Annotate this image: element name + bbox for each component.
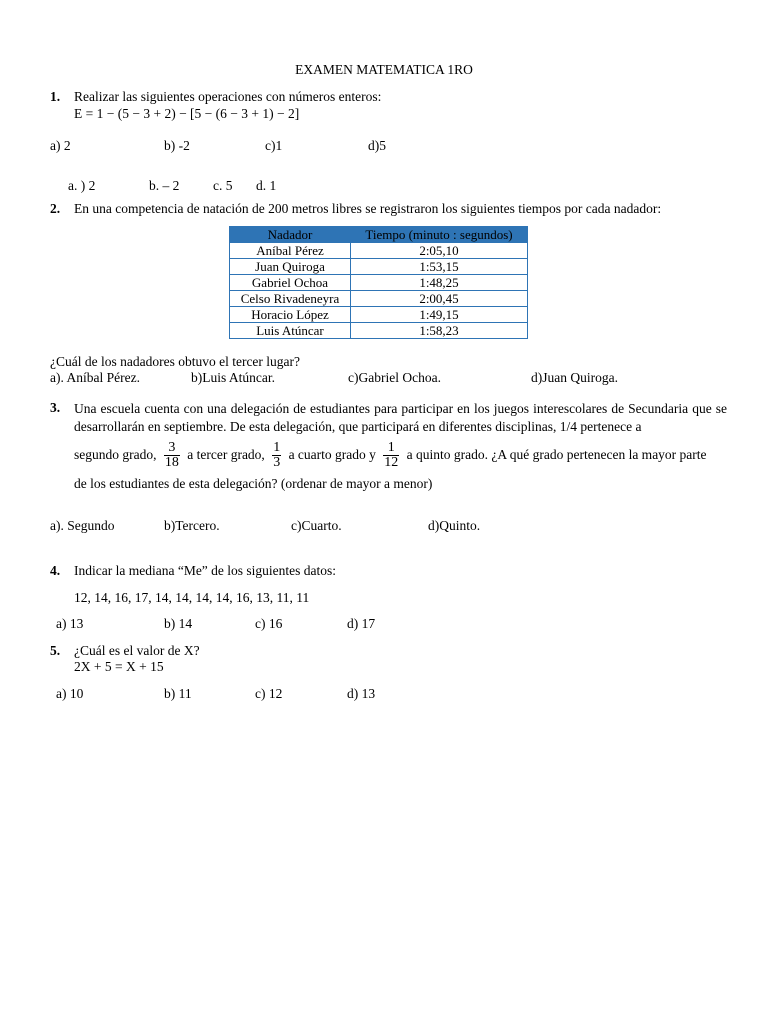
fraction-denominator: 18 (164, 455, 179, 471)
q1-option-b[interactable]: b) -2 (164, 138, 190, 153)
fraction-1-3 (272, 441, 281, 470)
swimmer-time: 1:49,15 (351, 307, 528, 323)
q4-data: 12, 14, 16, 17, 14, 14, 14, 14, 16, 13, 11, 11 (74, 590, 310, 605)
swimmer-time: 1:48,25 (351, 275, 528, 291)
header-tiempo: Tiempo (minuto : segundos) (351, 227, 528, 243)
swimmer-name: Aníbal Pérez (230, 243, 351, 259)
q3-text-b4: a quinto grado. ¿A qué grado pertenecen la mayor parte (406, 447, 707, 462)
q3-option-b[interactable]: b)Tercero. (164, 518, 220, 533)
fraction-denominator: 12 (384, 455, 399, 471)
swimmer-name: Celso Rivadeneyra (230, 291, 351, 307)
q3-text-b1: segundo grado, (74, 447, 157, 462)
table-row (230, 291, 528, 307)
q2-text: En una competencia de natación de 200 metros libres se registraron los siguientes tiempos por cada nadador: (74, 201, 662, 216)
q5-option-b[interactable]: b) 11 (164, 686, 192, 701)
q4-option-a[interactable]: a) 13 (56, 616, 84, 631)
q1-text: Realizar las siguientes operaciones con números enteros: (74, 89, 382, 104)
q4-option-c[interactable]: c) 16 (255, 616, 283, 631)
q1-expression: E = 1 − (5 − 3 + 2) − [5 − (6 − 3 + 1) − 2] (74, 106, 300, 121)
swimmer-name: Gabriel Ochoa (230, 275, 351, 291)
q2-option-d[interactable]: d)Juan Quiroga. (531, 370, 618, 385)
q1-option-d[interactable]: d)5 (368, 138, 386, 153)
q5-option-d[interactable]: d) 13 (347, 686, 376, 701)
table-row (230, 243, 528, 259)
q5-text: ¿Cuál es el valor de X? (74, 643, 200, 658)
q2-question: ¿Cuál de los nadadores obtuvo el tercer lugar? (50, 354, 301, 369)
table-row (230, 307, 528, 323)
q5-option-c[interactable]: c) 12 (255, 686, 283, 701)
fraction-numerator: 1 (273, 440, 281, 456)
fraction-numerator: 1 (383, 441, 399, 456)
q3-number: 3. (50, 400, 61, 415)
q5-number: 5. (50, 643, 61, 658)
swimmer-name: Juan Quiroga (230, 259, 351, 275)
swimmer-name: Horacio López (230, 307, 351, 323)
q1-alt-option-d[interactable]: d. 1 (256, 178, 277, 193)
q4-option-b[interactable]: b) 14 (164, 616, 193, 631)
fraction-1-12 (383, 441, 399, 470)
table-header-row (230, 227, 528, 243)
q2-number: 2. (50, 201, 61, 216)
q2-option-a[interactable]: a). Aníbal Pérez. (50, 370, 140, 385)
q3-option-d[interactable]: d)Quinto. (428, 518, 481, 533)
q5-equation: 2X + 5 = X + 15 (74, 659, 164, 674)
q4-option-d[interactable]: d) 17 (347, 616, 376, 631)
q2-option-b[interactable]: b)Luis Atúncar. (191, 370, 275, 385)
q3-paragraph (74, 400, 727, 493)
q1-alt-option-c[interactable]: c. 5 (213, 178, 233, 193)
q1-alt-option-a[interactable]: a. ) 2 (68, 178, 96, 193)
q3-option-a[interactable]: a). Segundo (50, 518, 115, 533)
exam-title: EXAMEN MATEMATICA 1RO (295, 62, 473, 77)
q4-number: 4. (50, 563, 61, 578)
q3-text-b2: a tercer grado, (187, 447, 265, 462)
q3-text-a: Una escuela cuenta con una delegación de estudiantes para participar en los juegos interescolares de Secundaria que se desarrollarán en septiembre. De esta delegación, que participará en diferentes disciplinas, 1/4 pertenece a (74, 401, 727, 434)
q5-option-a[interactable]: a) 10 (56, 686, 84, 701)
q1-option-c[interactable]: c)1 (265, 138, 283, 153)
q1-alt-option-b[interactable]: b. – 2 (149, 178, 180, 193)
q1-option-a[interactable]: a) 2 (50, 138, 71, 153)
q4-text: Indicar la mediana “Me” de los siguientes datos: (74, 563, 337, 578)
q3-option-c[interactable]: c)Cuarto. (291, 518, 342, 533)
table-row (230, 323, 528, 339)
q1-number: 1. (50, 89, 61, 104)
q3-text-b3: a cuarto grado y (288, 447, 376, 462)
table-row (230, 275, 528, 291)
swimmer-time: 2:00,45 (351, 291, 528, 307)
q2-option-c[interactable]: c)Gabriel Ochoa. (348, 370, 441, 385)
fraction-denominator: 3 (273, 455, 281, 471)
fraction-3-18 (164, 441, 180, 470)
swim-times-table (229, 226, 528, 339)
swimmer-time: 2:05,10 (351, 243, 528, 259)
header-nadador: Nadador (230, 227, 351, 243)
table-row (230, 259, 528, 275)
swimmer-time: 1:53,15 (351, 259, 528, 275)
q3-fraction-line (74, 435, 727, 475)
swimmer-time: 1:58,23 (351, 323, 528, 339)
swimmer-name: Luis Atúncar (230, 323, 351, 339)
fraction-numerator: 3 (164, 441, 180, 456)
q3-text-c: de los estudiantes de esta delegación? (ordenar de mayor a menor) (74, 476, 433, 491)
